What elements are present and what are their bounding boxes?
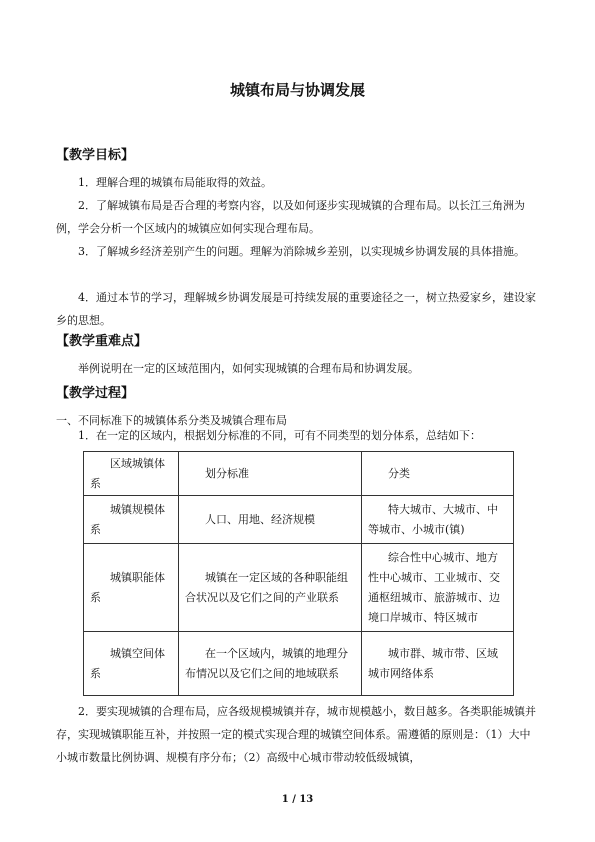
table-header-cell: 分类: [362, 452, 514, 496]
table-header-cell: 区域城镇体系: [84, 452, 179, 496]
table-cell: 城镇规模体系: [84, 496, 179, 544]
goal-item-4: 4．通过本节的学习，理解城乡协调发展是可持续发展的重要途径之一，树立热爱家乡，建设家乡的思想。: [56, 291, 536, 327]
process-subheading: 一、不同标准下的城镇体系分类及城镇合理布局: [56, 414, 287, 427]
table-cell: 人口、用地、经济规模: [179, 496, 362, 544]
key-points-text: 举例说明在一定的区域范围内，如何实现城镇的合理布局和协调发展。: [78, 362, 419, 375]
goal-item-2: 2．了解城镇布局是否合理的考察内容，以及如何逐步实现城镇的合理布局。以长江三角洲为例，学会分析一个区域内的城镇应如何实现合理布局。: [56, 199, 525, 235]
table-row: [84, 496, 514, 544]
table-cell: 综合性中心城市、地方性中心城市、工业城市、交通枢纽城市、旅游城市、边境口岸城市、特区城市: [362, 544, 514, 632]
page-title: 城镇布局与协调发展: [229, 81, 365, 99]
table-cell: 在一个区域内，城镇的地理分布情况以及它们之间的地域联系: [179, 632, 362, 696]
table-cell: 城镇职能体系: [84, 544, 179, 632]
process-heading: 【教学过程】: [56, 386, 135, 401]
process-paragraph-1: 1．在一定的区域内，根据划分标准的不同，可有不同类型的划分体系，总结如下：: [78, 429, 481, 442]
table-cell: 城镇空间体系: [84, 632, 179, 696]
table-header-cell: 划分标准: [179, 452, 362, 496]
classification-table: [83, 451, 514, 696]
goal-item-3: 3．了解城乡经济差别产生的问题。理解为消除城乡差别，以实现城乡协调发展的具体措施。: [78, 245, 525, 258]
table-cell: 特大城市、大城市、中等城市、小城市(镇): [362, 496, 514, 544]
table-row: [84, 632, 514, 696]
table-header-row: [84, 452, 514, 496]
page-number: 1 / 13: [281, 794, 314, 805]
table-cell: 城市群、城市带、区域城市网络体系: [362, 632, 514, 696]
table-cell: 城镇在一定区域的各种职能组合状况以及它们之间的产业联系: [179, 544, 362, 632]
goal-item-1: 1．理解合理的城镇布局能取得的效益。: [78, 176, 272, 189]
table-row: [84, 544, 514, 632]
goals-heading: 【教学目标】: [56, 148, 135, 163]
key-points-heading: 【教学重难点】: [56, 334, 148, 349]
process-paragraph-2: 2．要实现城镇的合理布局，应各级规模城镇并存，城市规模越小，数目越多。各类职能城镇并存，实现城镇职能互补，并按照一定的模式实现合理的城镇空间体系。需遵循的原则是：（1）大中小城市数量比例协调、规模有序分布；（2）高级中心城市带动较低级城镇，: [56, 705, 536, 764]
